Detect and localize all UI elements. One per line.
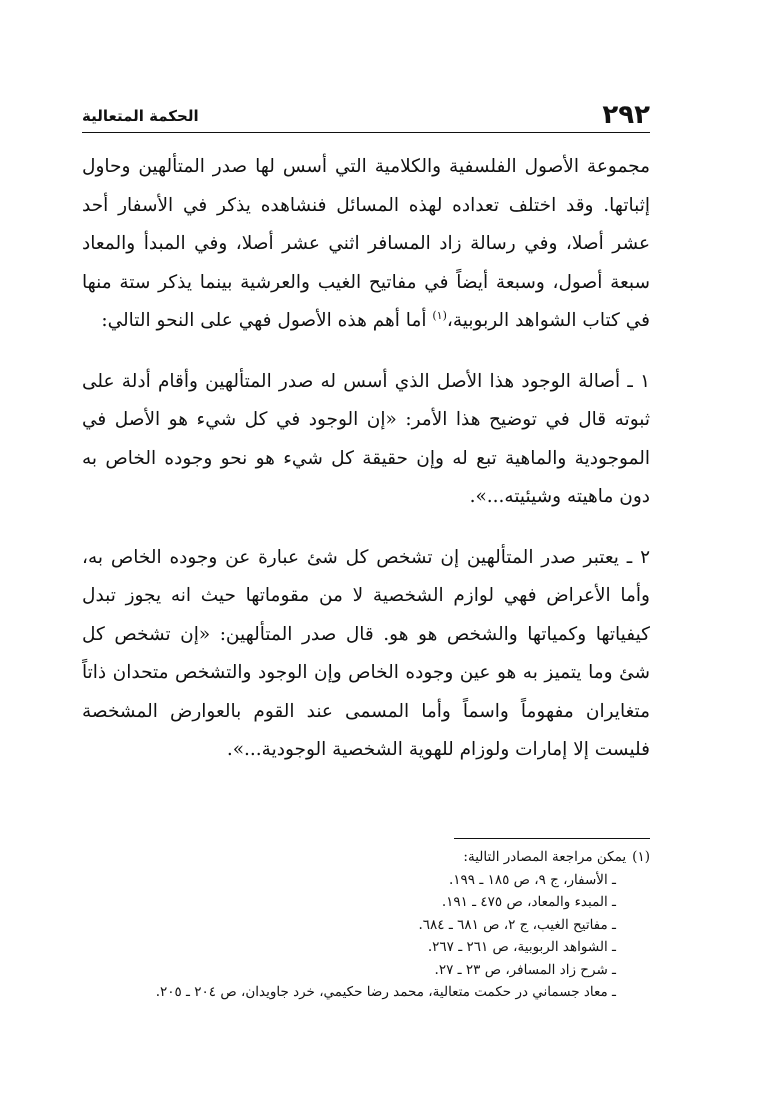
paragraph-intro-text-a: مجموعة الأصول الفلسفية والكلامية التي أسس لها صدر المتألهين وحاول إثباتها. وقد اختلف تعداده لهذه المسائل فنشاهده يذكر في الأسفار أحد عشر أصلا، وفي رسالة زاد المسافر اثني عشر أصلا، وفي المبدأ والمعاد سبعة أصول، وسبعة أيضاً في مفاتيح الغيب والعرشية بينما يذكر ستة منها في كتاب الشواهد الربوبية، (82, 156, 650, 331)
footnote-source-item: ـ شرح زاد المسافر، ص ٢٣ ـ ٢٧. (434, 961, 616, 978)
page-number: ٢٩٢ (602, 100, 650, 130)
footnote-marker: (١) (632, 849, 650, 865)
header-rule (82, 132, 650, 133)
footnote-source-item: ـ الشواهد الربوبية، ص ٢٦١ ـ ٢٦٧. (427, 939, 616, 955)
footnotes (82, 846, 650, 1004)
footnote-intro: يمكن مراجعة المصادر التالية: (463, 849, 627, 865)
paragraph-principle-1: ١ ـ أصالة الوجود هذا الأصل الذي أسس له صدر المتألهين وأقام أدلة على ثبوته قال في توضيح هذا الأمر: «إن الوجود في كل شيء هو الأصل في الموجودية والماهية تبع له وإن حقيقة كل شيء هو نحو وجوده الخاص به دون ماهيته وشيئيته...». (82, 370, 650, 507)
footnote-source-item: ـ مفاتيح الغيب، ج ٢، ص ٦٨١ ـ ٦٨٤. (418, 916, 616, 933)
footnote-source-item: ـ الأسفار، ج ٩، ص ١٨٥ ـ ١٩٩. (448, 871, 616, 888)
footnote-source-list (82, 869, 650, 1004)
book-title: الحكمة المتعالية (82, 107, 199, 125)
paragraph-intro-text-b: أما أهم هذه الأصول فهي على النحو التالي: (101, 310, 433, 331)
footnote-heading (82, 846, 650, 869)
footnote-reference[interactable]: (١) (432, 308, 447, 322)
running-header (82, 100, 650, 132)
main-text (82, 148, 650, 770)
paragraph-intro (82, 148, 650, 341)
footnote-rule (454, 838, 650, 839)
footnote-source-item: ـ المبدء والمعاد، ص ٤٧٥ ـ ١٩١. (441, 894, 616, 910)
paragraph-principle-2: ٢ ـ يعتبر صدر المتألهين إن تشخص كل شئ عبارة عن وجوده الخاص به، وأما الأعراض فهي لوازم الشخصية لا من مقوماتها حيث انه يجوز تبدل كيفياتها وكمياتها والشخص هو هو. قال صدر المتألهين: «إن تشخص كل شئ وما يتميز به هو عين وجوده الخاص وإن الوجود والتشخص متحدان ذاتاً متغايران مفهوماً واسماً وأما المسمى عند القوم بالعوارض المشخصة فليست إلا إمارات ولوزام للهوية الشخصية الوجودية...». (82, 546, 650, 760)
footnote-source-item: ـ معاد جسماني در حكمت متعالية، محمد رضا حكيمي، خرد جاويدان، ص ٢٠٤ ـ ٢٠٥. (155, 984, 616, 1000)
